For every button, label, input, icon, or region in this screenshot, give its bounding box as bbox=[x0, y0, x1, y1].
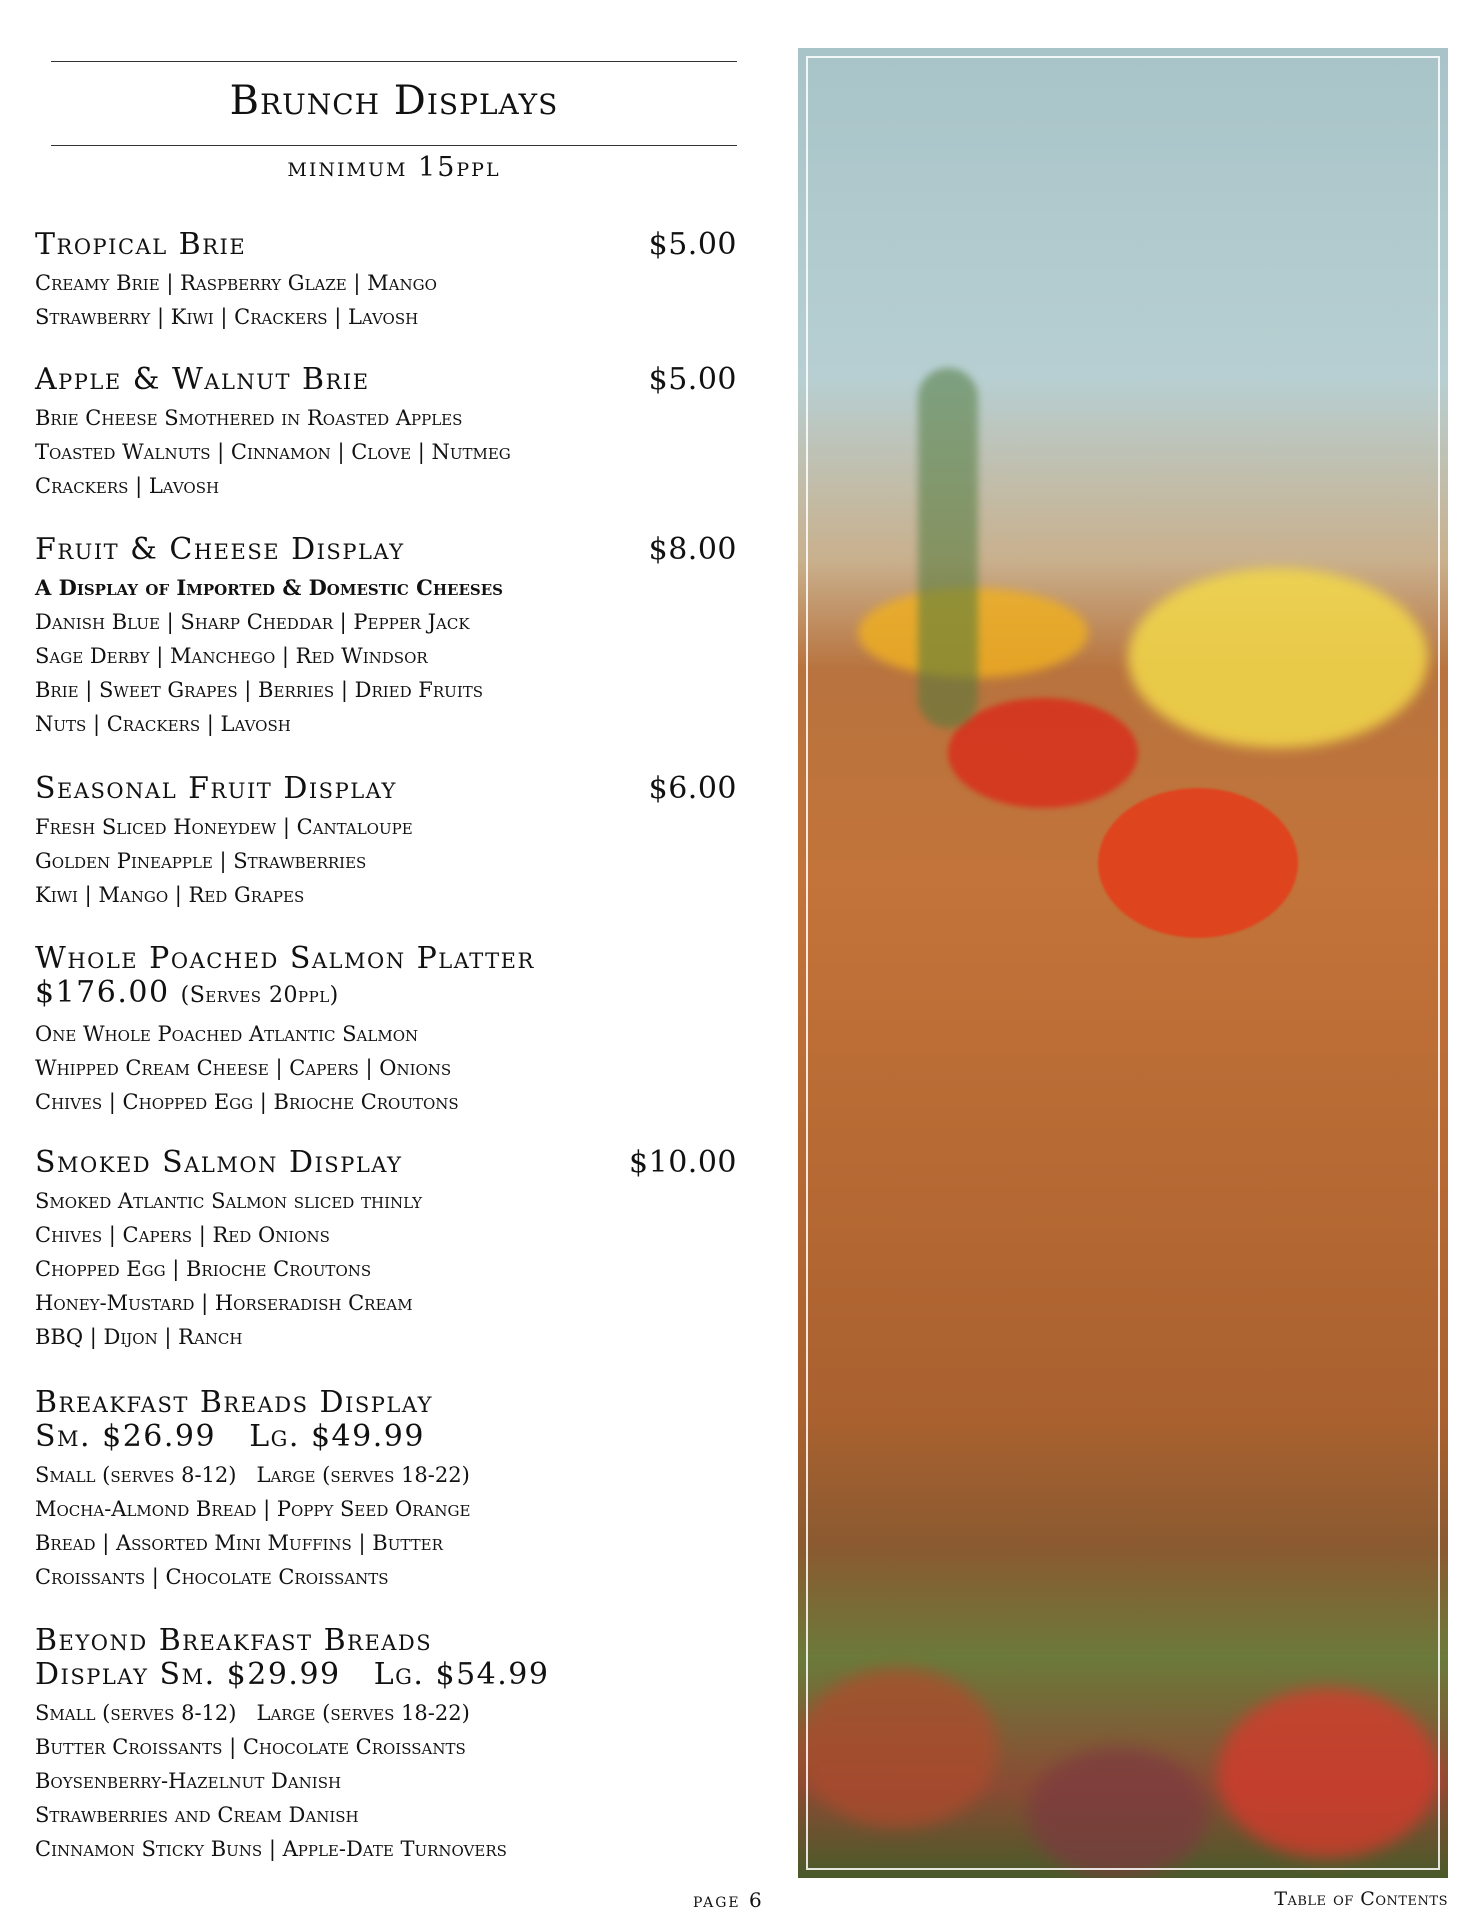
item-name: Seasonal Fruit Display bbox=[35, 771, 397, 806]
item-line: Croissants | Chocolate Croissants bbox=[35, 1565, 389, 1589]
item-line: Smoked Atlantic Salmon sliced thinly bbox=[35, 1189, 423, 1213]
item-line: Small (serves 8-12) Large (serves 18-22) bbox=[35, 1463, 470, 1487]
page-subtitle: minimum 15ppl bbox=[287, 152, 501, 183]
item-line: Bread | Assorted Mini Muffins | Butter bbox=[35, 1531, 443, 1555]
item-price: $5.00 bbox=[648, 227, 737, 262]
item-line: Golden Pineapple | Strawberries bbox=[35, 849, 367, 873]
item-line: Chives | Chopped Egg | Brioche Croutons bbox=[35, 1090, 459, 1114]
page-number: page 6 bbox=[693, 1888, 764, 1912]
item-line: Cinnamon Sticky Buns | Apple-Date Turnovers bbox=[35, 1837, 507, 1861]
item-line: Butter Croissants | Chocolate Croissants bbox=[35, 1735, 466, 1759]
item-price: Sm. $26.99 Lg. $49.99 bbox=[35, 1419, 425, 1454]
item-line: Fresh Sliced Honeydew | Cantaloupe bbox=[35, 815, 413, 839]
item-price: $8.00 bbox=[648, 532, 737, 567]
menu-item-beyond-breakfast-breads bbox=[35, 1624, 737, 1866]
table-of-contents-link[interactable]: Table of Contents bbox=[1274, 1888, 1448, 1910]
menu-item-breakfast-breads-display bbox=[35, 1386, 737, 1594]
item-line: Danish Blue | Sharp Cheddar | Pepper Jack bbox=[35, 610, 470, 634]
item-name: Tropical Brie bbox=[35, 227, 247, 262]
item-line: Brie Cheese Smothered in Roasted Apples bbox=[35, 406, 463, 430]
item-price: $176.00 bbox=[35, 975, 170, 1010]
item-line: Nuts | Crackers | Lavosh bbox=[35, 712, 291, 736]
item-line: Chives | Capers | Red Onions bbox=[35, 1223, 330, 1247]
menu-item-apple-walnut-brie bbox=[35, 363, 737, 503]
item-price: $10.00 bbox=[629, 1145, 737, 1180]
menu-item-tropical-brie bbox=[35, 228, 737, 334]
photo-frame bbox=[806, 56, 1440, 1870]
item-price: $6.00 bbox=[648, 771, 737, 806]
item-line: Sage Derby | Manchego | Red Windsor bbox=[35, 644, 428, 668]
item-line: BBQ | Dijon | Ranch bbox=[35, 1325, 243, 1349]
item-name: Smoked Salmon Display bbox=[35, 1145, 403, 1180]
item-line: Whipped Cream Cheese | Capers | Onions bbox=[35, 1056, 452, 1080]
page-title: Brunch Displays bbox=[229, 78, 559, 124]
menu-item-seasonal-fruit-display bbox=[35, 772, 737, 912]
item-line: A Display of Imported & Domestic Cheeses bbox=[35, 575, 504, 600]
title-rule-top bbox=[51, 61, 737, 62]
item-name: Fruit & Cheese Display bbox=[35, 532, 405, 567]
item-name: Whole Poached Salmon Platter bbox=[35, 941, 535, 976]
salmon-photo bbox=[798, 48, 1448, 1878]
item-line: Crackers | Lavosh bbox=[35, 474, 220, 498]
menu-item-smoked-salmon-display bbox=[35, 1146, 737, 1354]
item-price: $5.00 bbox=[648, 362, 737, 397]
item-line: Brie | Sweet Grapes | Berries | Dried Fruits bbox=[35, 678, 484, 702]
item-name: Beyond Breakfast Breads bbox=[35, 1623, 433, 1658]
item-note: (Serves 20ppl) bbox=[180, 983, 339, 1008]
item-line: Creamy Brie | Raspberry Glaze | Mango bbox=[35, 271, 437, 295]
title-rule-bottom bbox=[51, 145, 737, 146]
item-line: Mocha-Almond Bread | Poppy Seed Orange bbox=[35, 1497, 471, 1521]
item-line: Boysenberry-Hazelnut Danish bbox=[35, 1769, 342, 1793]
item-line: Small (serves 8-12) Large (serves 18-22) bbox=[35, 1701, 470, 1725]
item-price: Display Sm. $29.99 Lg. $54.99 bbox=[35, 1657, 550, 1692]
item-name: Apple & Walnut Brie bbox=[35, 362, 370, 397]
menu-item-whole-poached-salmon bbox=[35, 942, 737, 1119]
item-line: Chopped Egg | Brioche Croutons bbox=[35, 1257, 372, 1281]
item-line: Strawberry | Kiwi | Crackers | Lavosh bbox=[35, 305, 419, 329]
item-line: Honey-Mustard | Horseradish Cream bbox=[35, 1291, 413, 1315]
item-line: One Whole Poached Atlantic Salmon bbox=[35, 1022, 419, 1046]
item-line: Strawberries and Cream Danish bbox=[35, 1803, 359, 1827]
item-line: Kiwi | Mango | Red Grapes bbox=[35, 883, 305, 907]
menu-item-fruit-cheese-display bbox=[35, 533, 737, 741]
item-line: Toasted Walnuts | Cinnamon | Clove | Nutmeg bbox=[35, 440, 511, 464]
item-name: Breakfast Breads Display bbox=[35, 1385, 433, 1420]
